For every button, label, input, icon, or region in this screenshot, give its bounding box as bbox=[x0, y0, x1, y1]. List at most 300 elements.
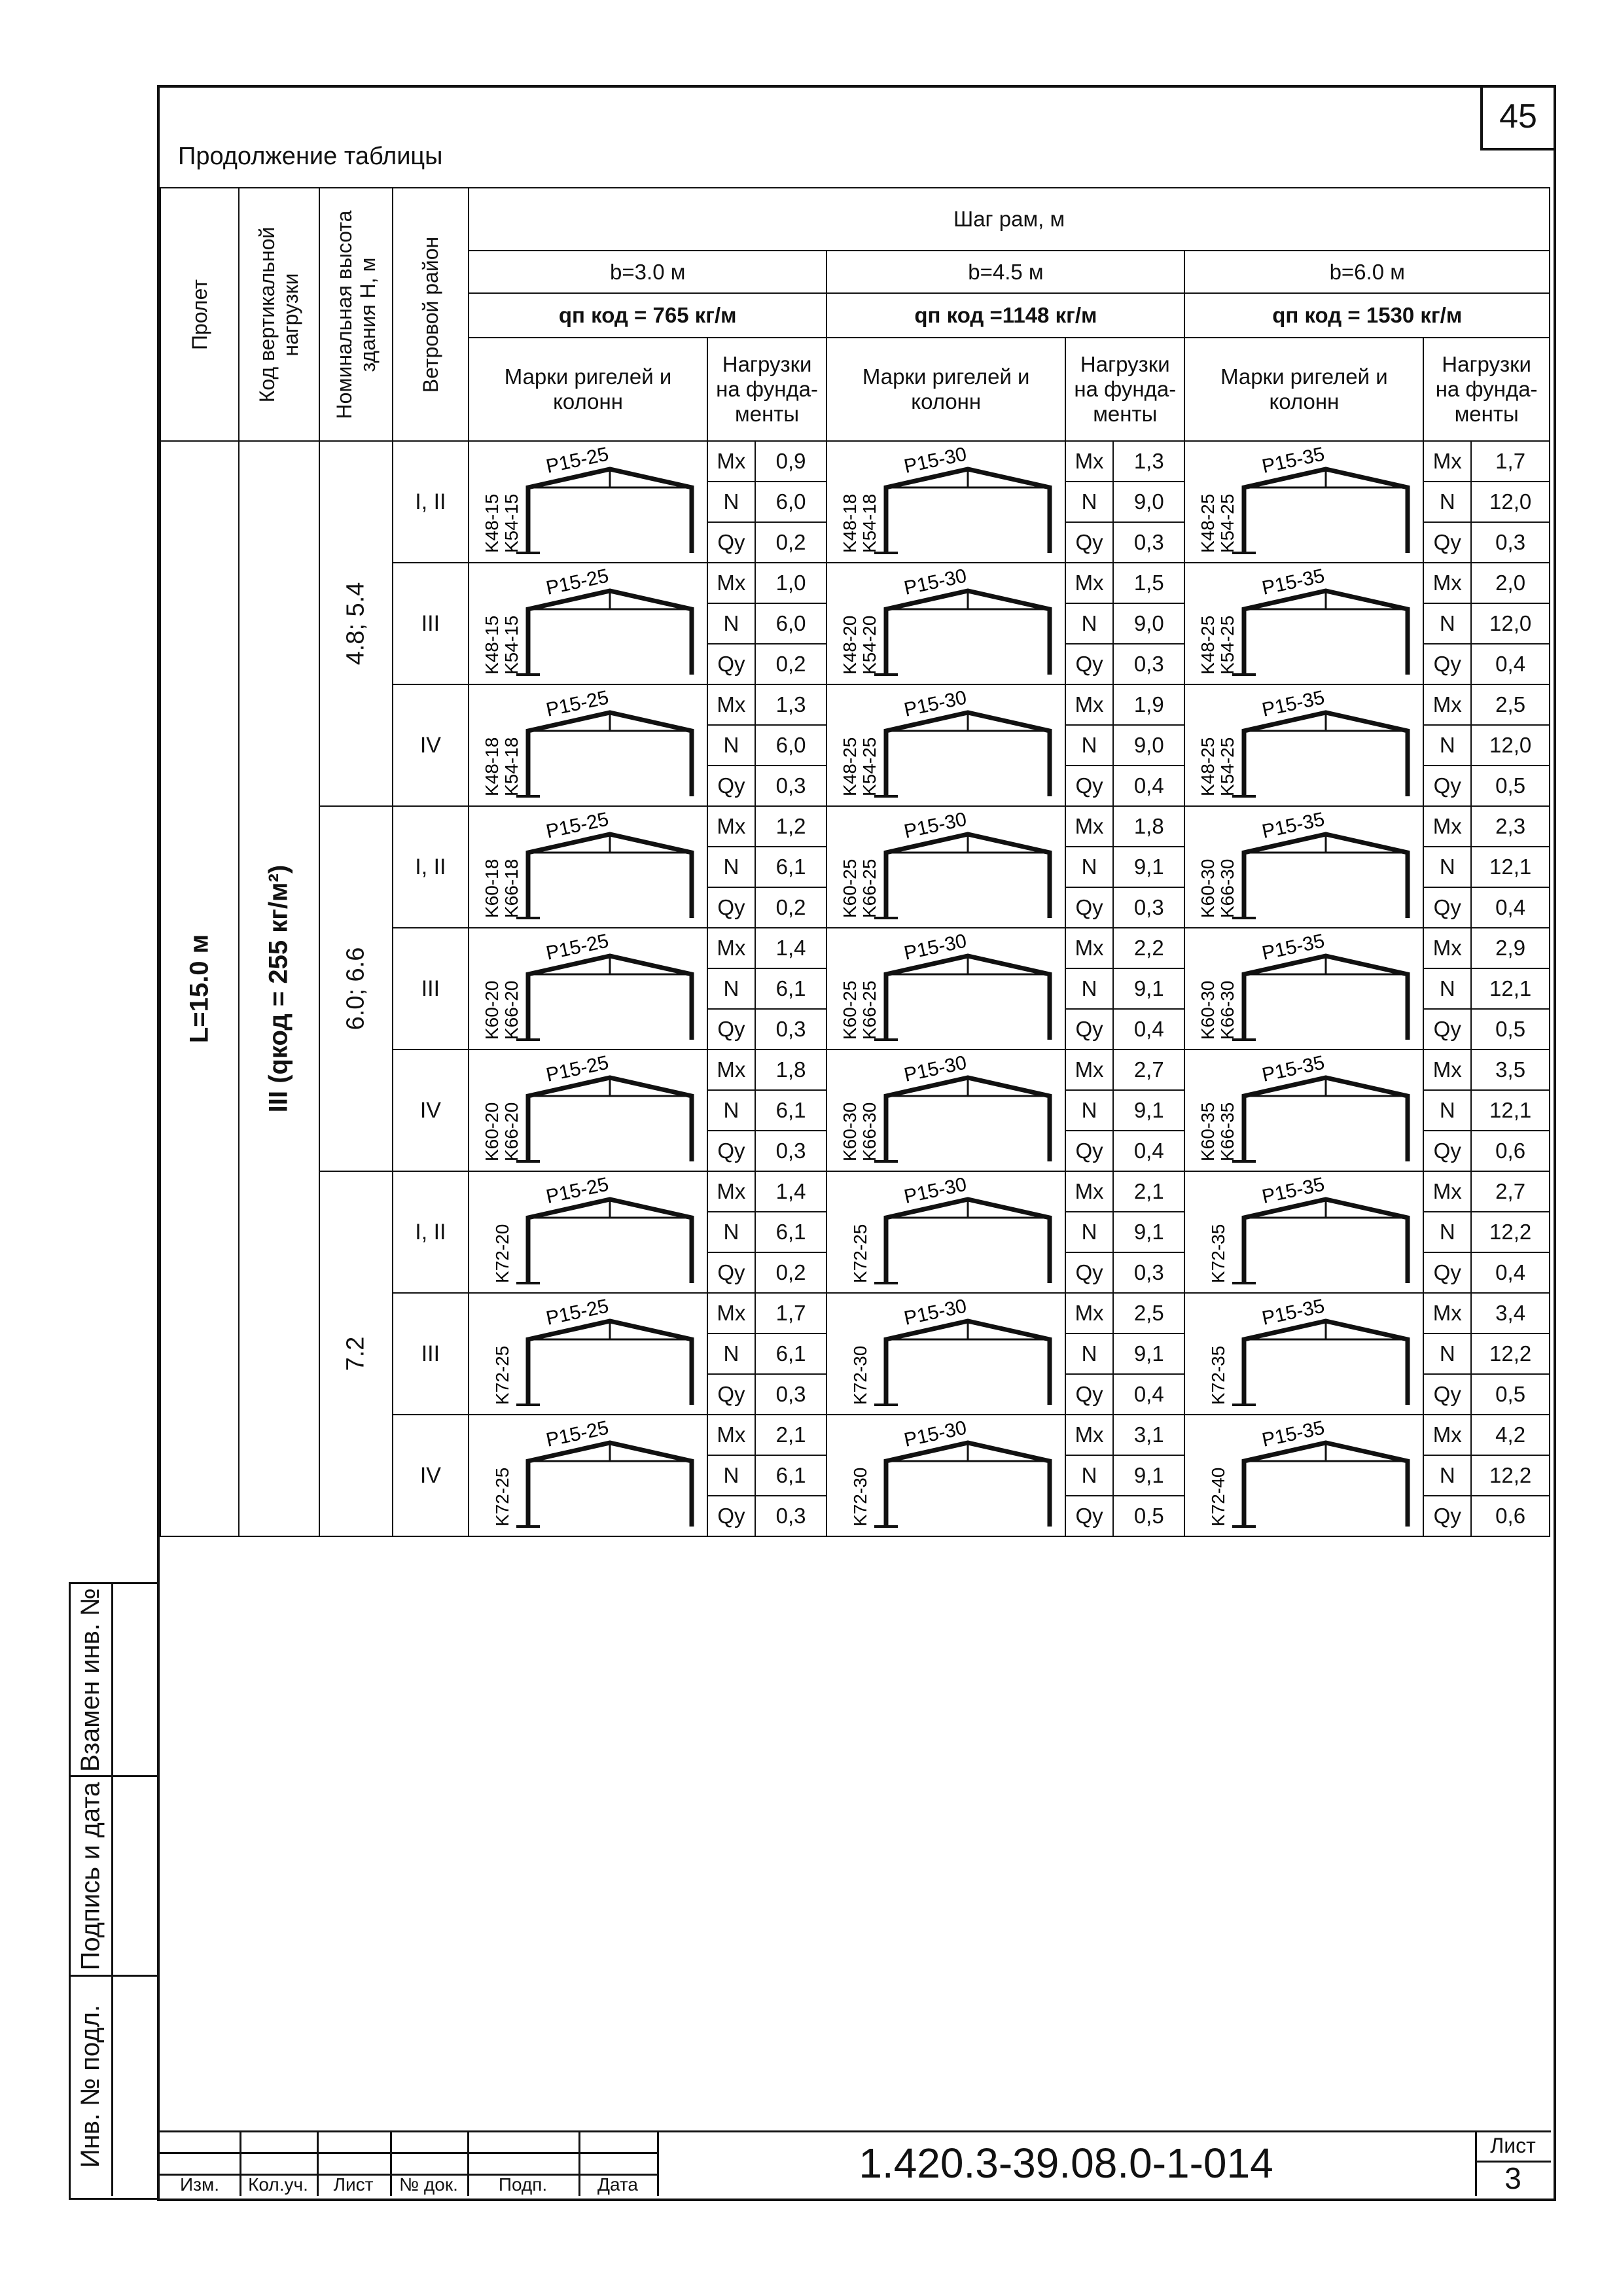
column-mark: K48-20 bbox=[840, 615, 861, 675]
beam-mark: P15-35 bbox=[1260, 1295, 1327, 1330]
force-label: Mx bbox=[707, 1171, 755, 1212]
table-row bbox=[160, 1171, 1550, 1212]
title-block bbox=[160, 2130, 1551, 2196]
column-mark: K66-30 bbox=[1217, 858, 1238, 918]
frame-cell bbox=[826, 684, 1065, 806]
force-value: 9,0 bbox=[1113, 725, 1184, 766]
frame-diagram bbox=[1185, 563, 1421, 684]
frame-cell bbox=[826, 1415, 1065, 1536]
column-mark: K66-25 bbox=[859, 858, 880, 918]
force-label: N bbox=[707, 1212, 755, 1252]
column-mark: K66-18 bbox=[501, 858, 522, 918]
column-mark: K54-25 bbox=[859, 737, 880, 796]
force-value: 9,1 bbox=[1113, 1090, 1184, 1131]
wind-region: III bbox=[421, 1341, 440, 1366]
column-mark: K54-25 bbox=[1217, 493, 1238, 553]
force-value: 1,7 bbox=[1471, 441, 1550, 482]
beam-mark: P15-35 bbox=[1260, 930, 1327, 964]
force-value: 6,1 bbox=[755, 847, 826, 887]
frame-diagram bbox=[827, 1294, 1063, 1414]
force-label: Qy bbox=[1423, 1252, 1471, 1293]
force-value: 12,1 bbox=[1471, 847, 1550, 887]
force-label: Mx bbox=[707, 806, 755, 847]
header-q-1: qп код =1148 кг/м bbox=[826, 293, 1184, 338]
frame-cell bbox=[1184, 441, 1423, 563]
force-label: Mx bbox=[1065, 563, 1113, 603]
header-load-code: Код вертикальной нагрузки bbox=[239, 188, 320, 441]
force-label: N bbox=[707, 482, 755, 522]
force-value: 0,5 bbox=[1471, 1009, 1550, 1050]
span-value-cell bbox=[160, 441, 239, 1536]
table-row bbox=[160, 806, 1550, 847]
column-mark: K66-35 bbox=[1217, 1102, 1238, 1161]
frame-diagram bbox=[469, 442, 705, 562]
force-label: Mx bbox=[1065, 928, 1113, 968]
frame-cell bbox=[469, 1171, 707, 1293]
beam-mark: P15-35 bbox=[1260, 686, 1327, 721]
force-value: 0,2 bbox=[755, 887, 826, 928]
force-label: Qy bbox=[1423, 1374, 1471, 1415]
header-marks-2: Марки ригелей и колонн bbox=[1184, 338, 1423, 441]
force-label: Mx bbox=[707, 684, 755, 725]
force-value: 12,2 bbox=[1471, 1212, 1550, 1252]
column-mark: K48-18 bbox=[482, 737, 503, 796]
header-q-2: qп код = 1530 кг/м bbox=[1184, 293, 1550, 338]
frame-diagram bbox=[1185, 1172, 1421, 1292]
column-mark: K72-25 bbox=[492, 1345, 513, 1405]
sheet-number: 3 bbox=[1504, 2161, 1521, 2195]
beam-mark: P15-35 bbox=[1260, 808, 1327, 843]
beam-mark: P15-25 bbox=[544, 565, 611, 599]
tb-label-ndok: № док. bbox=[399, 2174, 458, 2195]
force-value: 2,3 bbox=[1471, 806, 1550, 847]
force-label: Mx bbox=[1065, 441, 1113, 482]
frame-cell bbox=[469, 441, 707, 563]
header-b-0: b=3.0 м bbox=[469, 251, 826, 292]
beam-mark: P15-30 bbox=[902, 443, 969, 478]
beam-mark: P15-25 bbox=[544, 686, 611, 721]
force-label: Mx bbox=[1065, 684, 1113, 725]
force-label: Qy bbox=[1065, 887, 1113, 928]
column-mark: K60-35 bbox=[1198, 1102, 1218, 1161]
wind-region-cell bbox=[393, 806, 469, 928]
force-value: 3,5 bbox=[1471, 1050, 1550, 1090]
force-value: 2,5 bbox=[1113, 1293, 1184, 1333]
frame-diagram bbox=[469, 1050, 705, 1171]
force-label: N bbox=[1065, 1090, 1113, 1131]
beam-mark: P15-25 bbox=[544, 1417, 611, 1451]
force-value: 1,4 bbox=[755, 1171, 826, 1212]
force-label: Qy bbox=[1423, 887, 1471, 928]
beam-mark: P15-25 bbox=[544, 1295, 611, 1330]
column-mark: K54-15 bbox=[501, 493, 522, 553]
force-label: N bbox=[707, 1333, 755, 1374]
frame-cell bbox=[1184, 806, 1423, 928]
force-label: Mx bbox=[1423, 928, 1471, 968]
beam-mark: P15-25 bbox=[544, 808, 611, 843]
force-label: Mx bbox=[707, 441, 755, 482]
force-value: 0,4 bbox=[1113, 1374, 1184, 1415]
force-value: 0,3 bbox=[1113, 522, 1184, 563]
force-label: Mx bbox=[707, 1050, 755, 1090]
force-value: 12,1 bbox=[1471, 968, 1550, 1009]
column-mark: K60-30 bbox=[1198, 858, 1218, 918]
frame-cell bbox=[1184, 1171, 1423, 1293]
column-mark: K48-25 bbox=[1198, 737, 1218, 796]
beam-mark: P15-30 bbox=[902, 930, 969, 964]
force-label: N bbox=[1423, 1333, 1471, 1374]
column-mark: K48-18 bbox=[840, 493, 861, 553]
frame-diagram bbox=[469, 1172, 705, 1292]
force-value: 6,1 bbox=[755, 968, 826, 1009]
force-label: Qy bbox=[1065, 1252, 1113, 1293]
column-mark: K60-25 bbox=[840, 980, 861, 1040]
force-label: Qy bbox=[707, 644, 755, 684]
wind-region-cell bbox=[393, 1050, 469, 1171]
force-label: Mx bbox=[1065, 1415, 1113, 1455]
frame-diagram bbox=[827, 563, 1063, 684]
frame-cell bbox=[826, 928, 1065, 1050]
column-mark: K48-15 bbox=[482, 493, 503, 553]
tb-label-list: Лист bbox=[333, 2174, 374, 2195]
column-mark: K54-25 bbox=[1217, 615, 1238, 675]
frame-diagram bbox=[1185, 685, 1421, 805]
strip-cell-replace bbox=[71, 1584, 159, 1777]
force-label: Qy bbox=[707, 1374, 755, 1415]
force-label: N bbox=[1065, 1212, 1113, 1252]
load-code-value: III (qкод = 255 кг/м²) bbox=[264, 864, 293, 1113]
force-value: 1,0 bbox=[755, 563, 826, 603]
force-label: N bbox=[707, 847, 755, 887]
top-sheet-number-box bbox=[1480, 85, 1554, 150]
tb-label-podp: Подп. bbox=[498, 2174, 548, 2195]
beam-mark: P15-30 bbox=[902, 1051, 969, 1086]
force-value: 0,4 bbox=[1471, 1252, 1550, 1293]
force-value: 6,1 bbox=[755, 1212, 826, 1252]
force-label: Qy bbox=[707, 1496, 755, 1536]
force-label: N bbox=[707, 725, 755, 766]
force-label: Qy bbox=[1423, 522, 1471, 563]
frame-cell bbox=[469, 563, 707, 684]
frame-cell bbox=[826, 441, 1065, 563]
column-mark: K60-18 bbox=[482, 858, 503, 918]
force-label: Qy bbox=[707, 1009, 755, 1050]
force-label: Mx bbox=[1065, 1050, 1113, 1090]
tb-label-izm: Изм. bbox=[180, 2174, 219, 2195]
frame-diagram bbox=[469, 807, 705, 927]
frame-diagram bbox=[469, 928, 705, 1049]
beam-mark: P15-35 bbox=[1260, 1051, 1327, 1086]
column-mark: K72-30 bbox=[850, 1467, 871, 1527]
force-label: N bbox=[1065, 1333, 1113, 1374]
wind-region: I, II bbox=[415, 489, 446, 514]
header-wind: Ветровой район bbox=[393, 188, 469, 441]
wind-region-cell bbox=[393, 563, 469, 684]
wind-region: IV bbox=[419, 1097, 441, 1123]
frame-cell bbox=[1184, 928, 1423, 1050]
force-value: 6,1 bbox=[755, 1090, 826, 1131]
force-label: Qy bbox=[1423, 644, 1471, 684]
force-value: 12,0 bbox=[1471, 482, 1550, 522]
force-value: 0,2 bbox=[755, 644, 826, 684]
column-mark: K60-20 bbox=[482, 980, 503, 1040]
frame-cell bbox=[469, 1050, 707, 1171]
force-value: 2,5 bbox=[1471, 684, 1550, 725]
column-mark: K54-25 bbox=[1217, 737, 1238, 796]
force-label: Qy bbox=[1065, 1009, 1113, 1050]
force-value: 12,1 bbox=[1471, 1090, 1550, 1131]
column-mark: K66-20 bbox=[501, 980, 522, 1040]
tb-label-kolych: Кол.уч. bbox=[248, 2174, 308, 2195]
frame-diagram bbox=[469, 685, 705, 805]
frame-cell bbox=[1184, 1415, 1423, 1536]
header-loads-2: Нагрузки на фунда-менты bbox=[1423, 338, 1550, 441]
beam-mark: P15-25 bbox=[544, 930, 611, 964]
force-label: N bbox=[1065, 1455, 1113, 1496]
force-value: 0,3 bbox=[755, 1009, 826, 1050]
force-value: 0,4 bbox=[1471, 887, 1550, 928]
beam-mark: P15-30 bbox=[902, 1173, 969, 1208]
beam-mark: P15-30 bbox=[902, 686, 969, 721]
force-value: 0,2 bbox=[755, 522, 826, 563]
force-value: 6,1 bbox=[755, 1455, 826, 1496]
force-label: N bbox=[1423, 847, 1471, 887]
force-label: N bbox=[1423, 725, 1471, 766]
top-sheet-number: 45 bbox=[1499, 97, 1537, 135]
force-label: N bbox=[1423, 968, 1471, 1009]
height-cell bbox=[319, 441, 392, 806]
force-label: Mx bbox=[707, 1415, 755, 1455]
column-mark: K72-40 bbox=[1208, 1467, 1229, 1527]
force-value: 0,3 bbox=[755, 1131, 826, 1171]
beam-mark: P15-30 bbox=[902, 808, 969, 843]
column-mark: K48-25 bbox=[840, 737, 861, 796]
wind-region-cell bbox=[393, 1293, 469, 1415]
header-marks-0: Марки ригелей и колонн bbox=[469, 338, 707, 441]
force-label: Qy bbox=[1423, 766, 1471, 806]
force-value: 12,2 bbox=[1471, 1455, 1550, 1496]
frame-cell bbox=[469, 806, 707, 928]
force-label: N bbox=[1423, 482, 1471, 522]
force-value: 9,1 bbox=[1113, 1455, 1184, 1496]
force-value: 9,1 bbox=[1113, 1212, 1184, 1252]
frame-diagram bbox=[1185, 1050, 1421, 1171]
force-label: Qy bbox=[707, 887, 755, 928]
force-value: 0,3 bbox=[1113, 644, 1184, 684]
force-value: 1,7 bbox=[755, 1293, 826, 1333]
beam-mark: P15-30 bbox=[902, 1295, 969, 1330]
force-label: N bbox=[1423, 1455, 1471, 1496]
force-value: 0,6 bbox=[1471, 1131, 1550, 1171]
force-value: 0,3 bbox=[755, 1496, 826, 1536]
height-value: 4.8; 5.4 bbox=[342, 582, 370, 665]
force-label: Qy bbox=[707, 1131, 755, 1171]
force-label: N bbox=[707, 1090, 755, 1131]
force-value: 0,5 bbox=[1113, 1496, 1184, 1536]
frame-diagram bbox=[1185, 1294, 1421, 1414]
beam-mark: P15-25 bbox=[544, 1173, 611, 1208]
wind-region-cell bbox=[393, 441, 469, 563]
header-loads-0: Нагрузки на фунда-менты bbox=[707, 338, 826, 441]
wind-region: IV bbox=[419, 732, 441, 758]
beam-mark: P15-35 bbox=[1260, 1417, 1327, 1451]
force-label: N bbox=[707, 1455, 755, 1496]
frames-table bbox=[160, 187, 1550, 1537]
force-value: 0,2 bbox=[755, 1252, 826, 1293]
header-span: Пролет bbox=[160, 188, 239, 441]
beam-mark: P15-35 bbox=[1260, 1173, 1327, 1208]
strip-label-sign: Подпись и дата bbox=[76, 1782, 105, 1970]
force-value: 2,9 bbox=[1471, 928, 1550, 968]
wind-region: I, II bbox=[415, 854, 446, 879]
frame-cell bbox=[826, 1171, 1065, 1293]
beam-mark: P15-30 bbox=[902, 565, 969, 599]
force-label: Qy bbox=[1065, 1374, 1113, 1415]
force-label: Qy bbox=[1423, 1009, 1471, 1050]
column-mark: K48-25 bbox=[1198, 493, 1218, 553]
force-value: 9,0 bbox=[1113, 482, 1184, 522]
beam-mark: P15-35 bbox=[1260, 443, 1327, 478]
frame-cell bbox=[826, 1050, 1065, 1171]
frame-cell bbox=[1184, 684, 1423, 806]
table-row bbox=[160, 441, 1550, 482]
force-value: 0,3 bbox=[1471, 522, 1550, 563]
force-label: Mx bbox=[1065, 1293, 1113, 1333]
header-marks-1: Марки ригелей и колонн bbox=[826, 338, 1065, 441]
strip-cell-sign bbox=[71, 1777, 159, 1977]
force-label: Mx bbox=[1423, 1415, 1471, 1455]
height-cell bbox=[319, 806, 392, 1171]
force-value: 0,3 bbox=[755, 766, 826, 806]
wind-region: III bbox=[421, 976, 440, 1001]
force-label: N bbox=[1065, 603, 1113, 644]
span-value: L=15.0 м bbox=[185, 934, 214, 1044]
frame-cell bbox=[469, 1415, 707, 1536]
frame-cell bbox=[469, 684, 707, 806]
header-step-title: Шаг рам, м bbox=[469, 188, 1550, 251]
column-mark: K54-15 bbox=[501, 615, 522, 675]
force-label: Mx bbox=[1065, 1171, 1113, 1212]
frame-cell bbox=[1184, 1050, 1423, 1171]
column-mark: K60-25 bbox=[840, 858, 861, 918]
header-height: Номинальная высота здания Н, м bbox=[319, 188, 392, 441]
table-caption: Продолжение таблицы bbox=[178, 143, 443, 170]
force-value: 0,6 bbox=[1471, 1496, 1550, 1536]
beam-mark: P15-35 bbox=[1260, 565, 1327, 599]
column-mark: K72-25 bbox=[492, 1467, 513, 1527]
force-label: Mx bbox=[1423, 441, 1471, 482]
force-value: 2,1 bbox=[755, 1415, 826, 1455]
force-value: 2,7 bbox=[1471, 1171, 1550, 1212]
force-label: Qy bbox=[1065, 1131, 1113, 1171]
force-value: 9,1 bbox=[1113, 968, 1184, 1009]
force-value: 1,3 bbox=[1113, 441, 1184, 482]
force-label: N bbox=[1065, 725, 1113, 766]
force-value: 1,9 bbox=[1113, 684, 1184, 725]
force-value: 0,5 bbox=[1471, 1374, 1550, 1415]
column-mark: K72-25 bbox=[850, 1224, 871, 1283]
beam-mark: P15-25 bbox=[544, 1051, 611, 1086]
column-mark: K72-35 bbox=[1208, 1224, 1229, 1283]
strip-label-inv: Инв. № подл. bbox=[76, 2004, 105, 2168]
force-value: 1,2 bbox=[755, 806, 826, 847]
force-value: 0,4 bbox=[1113, 766, 1184, 806]
force-value: 0,4 bbox=[1113, 1131, 1184, 1171]
force-value: 3,4 bbox=[1471, 1293, 1550, 1333]
column-mark: K48-25 bbox=[1198, 615, 1218, 675]
force-value: 0,3 bbox=[1113, 1252, 1184, 1293]
force-label: Mx bbox=[1423, 1171, 1471, 1212]
force-value: 6,0 bbox=[755, 725, 826, 766]
frame-diagram bbox=[1185, 807, 1421, 927]
wind-region-cell bbox=[393, 684, 469, 806]
force-label: N bbox=[1065, 482, 1113, 522]
force-value: 0,4 bbox=[1113, 1009, 1184, 1050]
force-label: Qy bbox=[1065, 766, 1113, 806]
load-code-cell bbox=[239, 441, 320, 1536]
frame-diagram bbox=[827, 442, 1063, 562]
sheet-label: Лист bbox=[1490, 2133, 1536, 2157]
force-label: N bbox=[1423, 1212, 1471, 1252]
force-label: Qy bbox=[707, 1252, 755, 1293]
force-value: 2,1 bbox=[1113, 1171, 1184, 1212]
column-mark: K60-20 bbox=[482, 1102, 503, 1161]
column-mark: K54-18 bbox=[501, 737, 522, 796]
frame-cell bbox=[826, 806, 1065, 928]
force-value: 0,9 bbox=[755, 441, 826, 482]
frame-diagram bbox=[827, 1172, 1063, 1292]
force-label: Mx bbox=[707, 1293, 755, 1333]
column-mark: K60-30 bbox=[840, 1102, 861, 1161]
wind-region-cell bbox=[393, 1171, 469, 1293]
header-b-2: b=6.0 м bbox=[1184, 251, 1550, 292]
force-value: 0,4 bbox=[1471, 644, 1550, 684]
force-label: N bbox=[1065, 847, 1113, 887]
force-label: Qy bbox=[1065, 1496, 1113, 1536]
header-q-0: qп код = 765 кг/м bbox=[469, 293, 826, 338]
frame-diagram bbox=[827, 685, 1063, 805]
frame-cell bbox=[1184, 1293, 1423, 1415]
column-mark: K72-30 bbox=[850, 1345, 871, 1405]
force-value: 9,1 bbox=[1113, 1333, 1184, 1374]
force-value: 12,0 bbox=[1471, 725, 1550, 766]
force-value: 1,3 bbox=[755, 684, 826, 725]
force-value: 3,1 bbox=[1113, 1415, 1184, 1455]
force-value: 4,2 bbox=[1471, 1415, 1550, 1455]
column-mark: K54-20 bbox=[859, 615, 880, 675]
force-value: 1,5 bbox=[1113, 563, 1184, 603]
height-cell bbox=[319, 1171, 392, 1536]
force-label: N bbox=[1423, 603, 1471, 644]
force-value: 2,2 bbox=[1113, 928, 1184, 968]
column-mark: K66-30 bbox=[859, 1102, 880, 1161]
frame-cell bbox=[826, 563, 1065, 684]
force-label: Mx bbox=[1423, 1293, 1471, 1333]
wind-region: III bbox=[421, 610, 440, 636]
force-label: Mx bbox=[1065, 806, 1113, 847]
frame-diagram bbox=[469, 1294, 705, 1414]
force-label: Qy bbox=[1065, 644, 1113, 684]
frame-diagram bbox=[1185, 442, 1421, 562]
frame-diagram bbox=[469, 1415, 705, 1536]
force-label: Qy bbox=[707, 766, 755, 806]
frame-cell bbox=[1184, 563, 1423, 684]
frame-diagram bbox=[827, 1050, 1063, 1171]
frame-diagram bbox=[827, 928, 1063, 1049]
height-value: 6.0; 6.6 bbox=[342, 947, 370, 1031]
wind-region: I, II bbox=[415, 1219, 446, 1245]
column-mark: K66-20 bbox=[501, 1102, 522, 1161]
